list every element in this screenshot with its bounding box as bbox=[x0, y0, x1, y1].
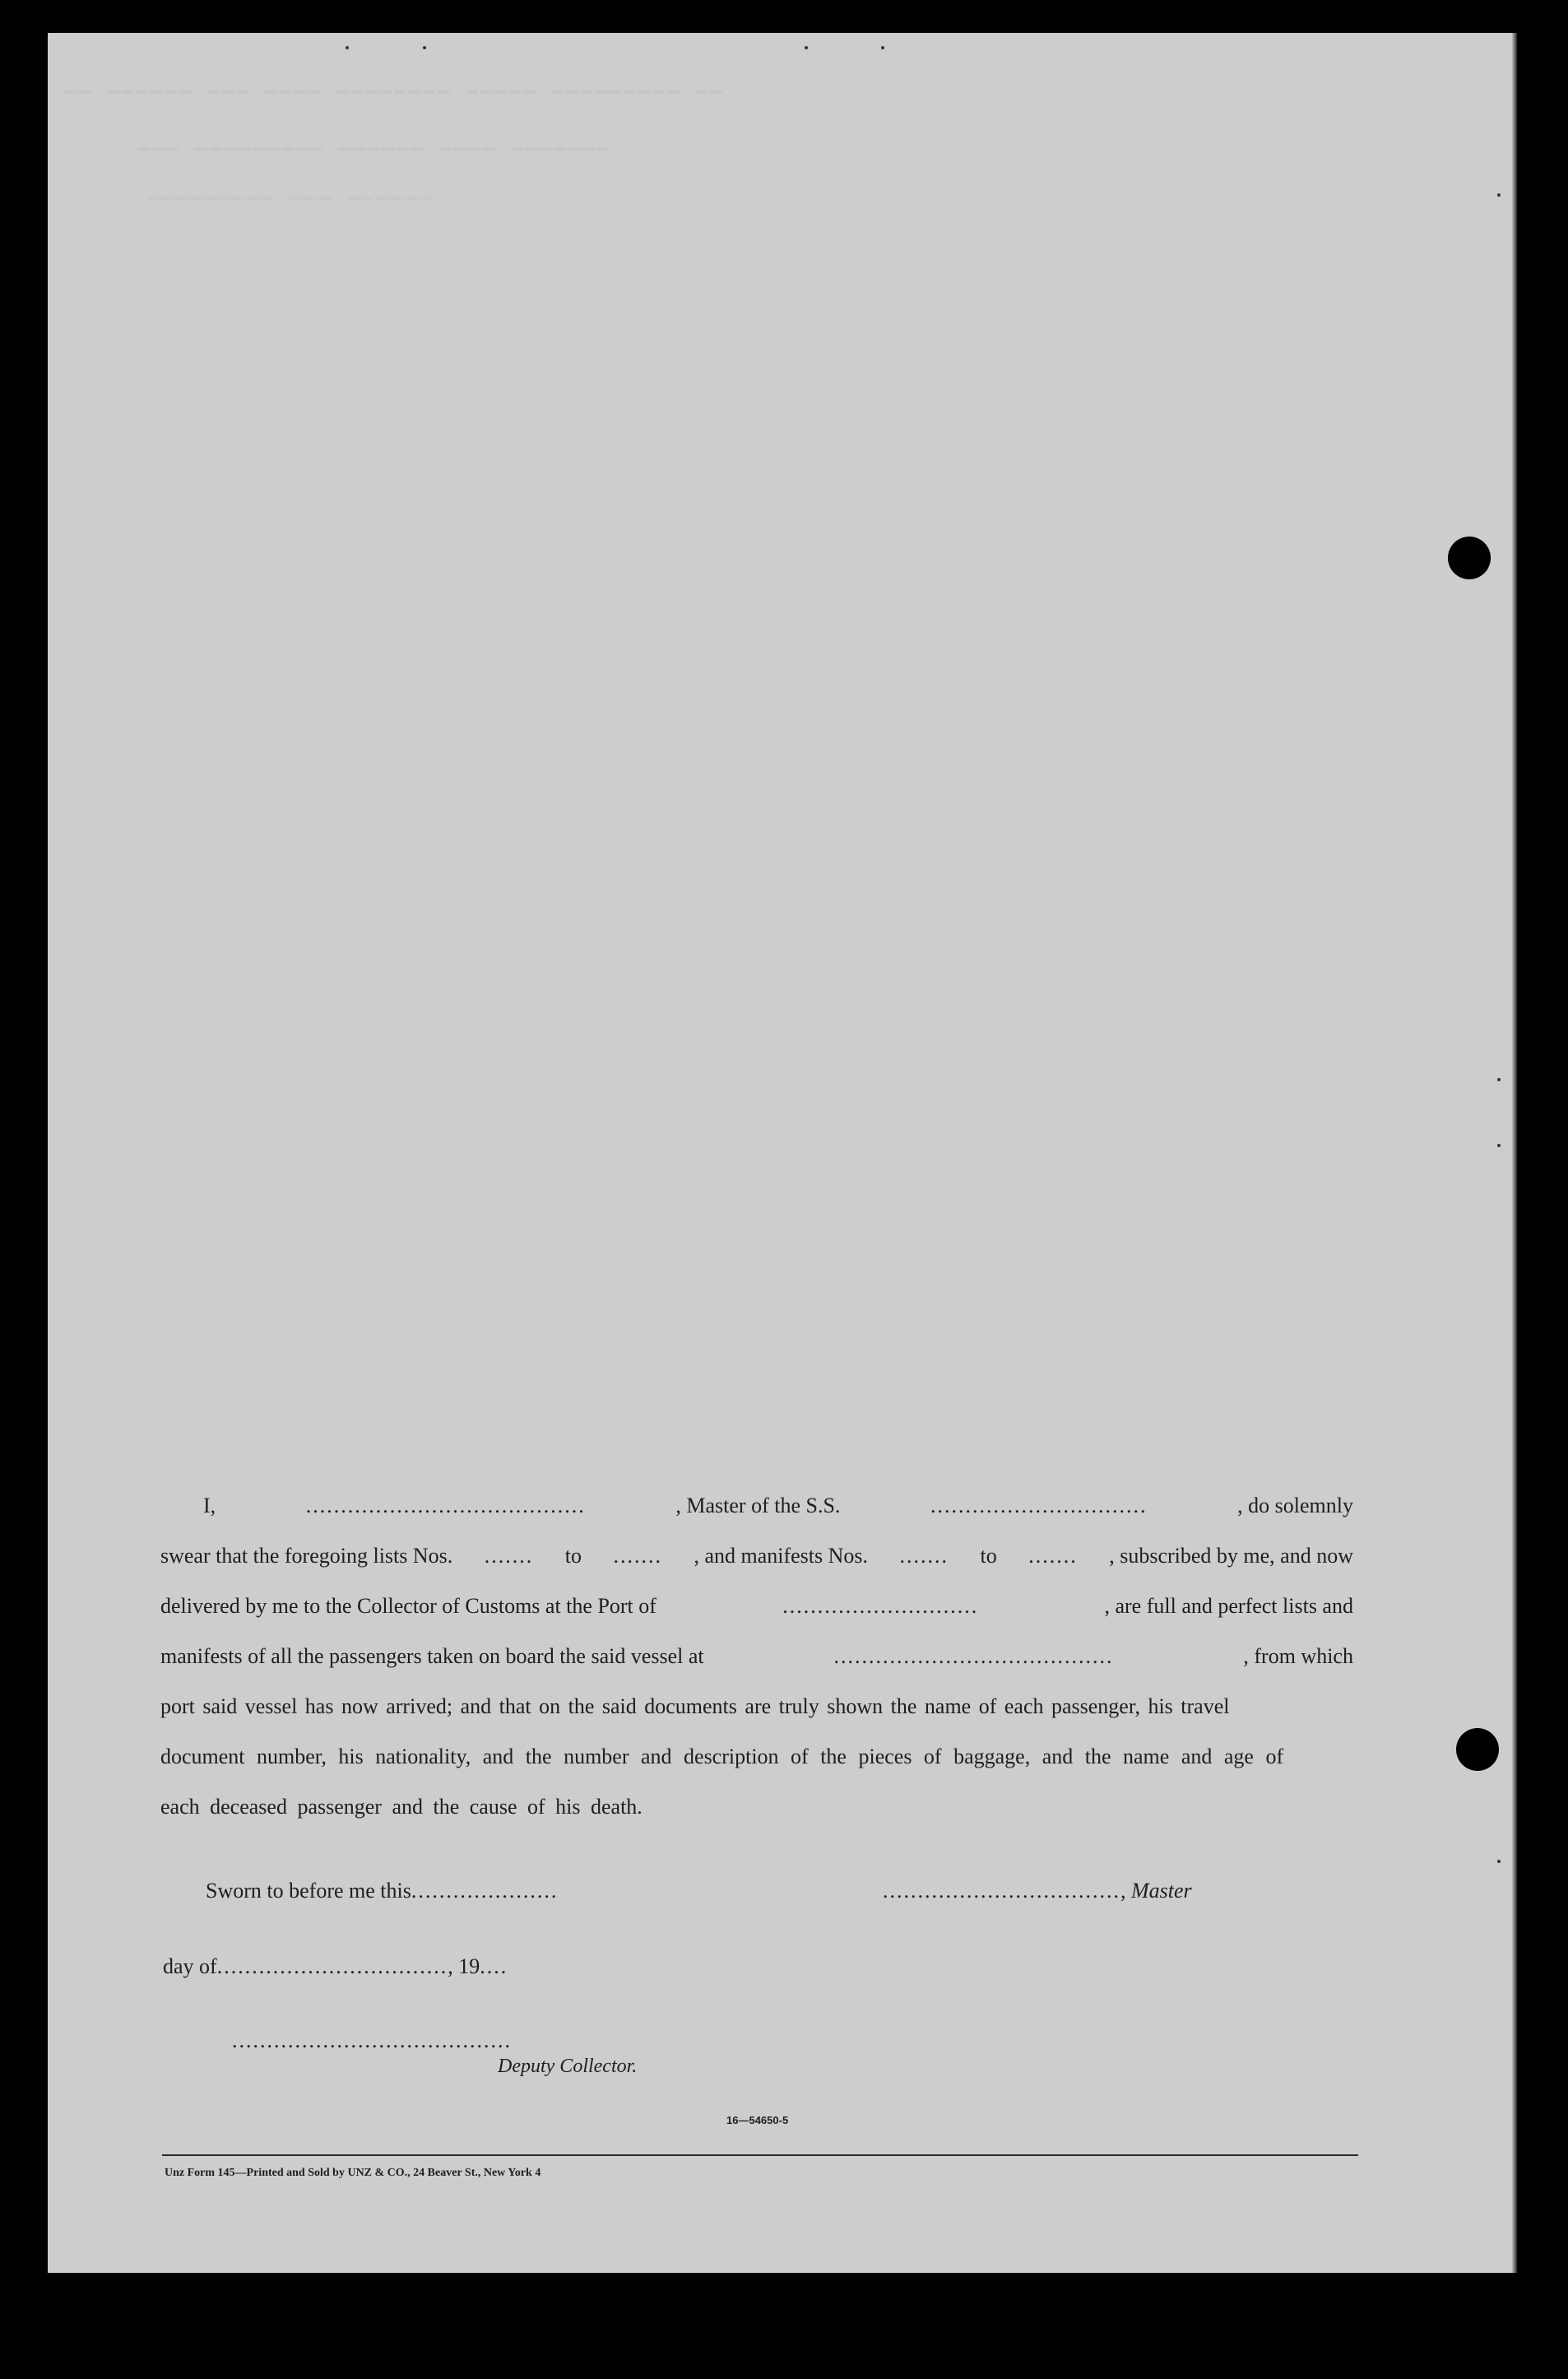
port-blank[interactable]: ............................ bbox=[782, 1594, 979, 1618]
oath-text: each deceased passenger and the cause of his death. bbox=[160, 1795, 643, 1819]
master-label: , Master bbox=[1120, 1879, 1192, 1903]
oath-line-5 bbox=[160, 1694, 1353, 1745]
document-page bbox=[48, 33, 1512, 2273]
oath-text: to bbox=[564, 1544, 582, 1568]
bleed-through-text: ▔▔▔▔▔▔▔▔▔ ▔▔▔ ▔▔▔▔▔▔ bbox=[146, 200, 434, 222]
form-number: 16—54650-5 bbox=[726, 2114, 789, 2126]
oath-text: , Master of the S.S. bbox=[675, 1494, 841, 1517]
oath-line-7 bbox=[160, 1795, 1353, 1845]
oath-text: manifests of all the passengers taken on board the said vessel at bbox=[160, 1644, 704, 1668]
oath-text: delivered by me to the Collector of Customs at the Port of bbox=[160, 1594, 656, 1618]
month-blank[interactable]: ................................. bbox=[216, 1954, 448, 1978]
oath-text: swear that the foregoing lists Nos. bbox=[160, 1544, 453, 1568]
oath-text: , and manifests Nos. bbox=[694, 1544, 869, 1568]
master-signature bbox=[883, 1879, 1192, 1903]
lists-to-blank[interactable]: ....... bbox=[613, 1544, 662, 1568]
deputy-collector-label: Deputy Collector. bbox=[498, 2056, 638, 2077]
bleed-through-text: ▔▔ ▔▔▔▔▔▔ ▔▔▔ ▔▔▔▔ ▔▔▔▔▔▔▔▔ ▔▔▔▔▔ ▔▔▔▔▔▔▔▔▔ ▔▔ bbox=[64, 93, 725, 115]
oath-text: I, bbox=[203, 1494, 216, 1517]
printer-imprint: Unz Form 145—Printed and Sold by UNZ & CO., 24 Beaver St., New York 4 bbox=[165, 2167, 541, 2179]
day-of-line bbox=[163, 1954, 508, 1979]
manifests-from-blank[interactable]: ....... bbox=[899, 1544, 949, 1568]
oath-text: , are full and perfect lists and bbox=[1104, 1594, 1353, 1618]
embarkation-port-blank[interactable]: ........................................ bbox=[833, 1644, 1114, 1668]
year-prefix: , 19 bbox=[448, 1954, 480, 1978]
punch-hole bbox=[1448, 537, 1491, 579]
oath-line-2 bbox=[160, 1544, 1353, 1594]
masters-oath bbox=[160, 1494, 1353, 1845]
master-name-blank[interactable]: ........................................ bbox=[305, 1494, 586, 1517]
day-of-label: day of bbox=[163, 1954, 217, 1978]
sworn-line bbox=[206, 1879, 558, 1903]
master-signature-blank[interactable]: .................................. bbox=[883, 1879, 1120, 1903]
oath-text: , do solemnly bbox=[1237, 1494, 1353, 1517]
oath-line-1 bbox=[160, 1494, 1353, 1544]
sworn-day-blank[interactable]: ..................... bbox=[411, 1879, 559, 1903]
oath-text: port said vessel has now arrived; and that on the said documents are truly shown the name of each passenger, his travel bbox=[160, 1694, 1230, 1718]
bleed-through-text: ▔▔▔ ▔▔▔▔▔▔▔▔▔ ▔▔▔▔▔▔ ▔▔▔▔ ▔▔▔▔▔▔▔ bbox=[138, 151, 612, 173]
manifests-to-blank[interactable]: ....... bbox=[1028, 1544, 1078, 1568]
year-blank[interactable]: .... bbox=[480, 1954, 508, 1978]
footer-rule bbox=[162, 2154, 1358, 2156]
sworn-label: Sworn to before me this bbox=[206, 1879, 411, 1903]
oath-text: , from which bbox=[1243, 1644, 1353, 1668]
deputy-signature-blank[interactable]: ........................................ bbox=[232, 2028, 512, 2052]
oath-line-4 bbox=[160, 1644, 1353, 1694]
oath-line-3 bbox=[160, 1594, 1353, 1644]
punch-hole bbox=[1456, 1728, 1499, 1771]
lists-from-blank[interactable]: ....... bbox=[484, 1544, 534, 1568]
oath-text: , subscribed by me, and now bbox=[1109, 1544, 1353, 1568]
oath-text: document number, his nationality, and the number and description of the pieces of baggage, and the name and age of bbox=[160, 1745, 1284, 1768]
vessel-name-blank[interactable]: ............................... bbox=[930, 1494, 1148, 1517]
oath-text: to bbox=[980, 1544, 997, 1568]
oath-line-6 bbox=[160, 1745, 1353, 1795]
